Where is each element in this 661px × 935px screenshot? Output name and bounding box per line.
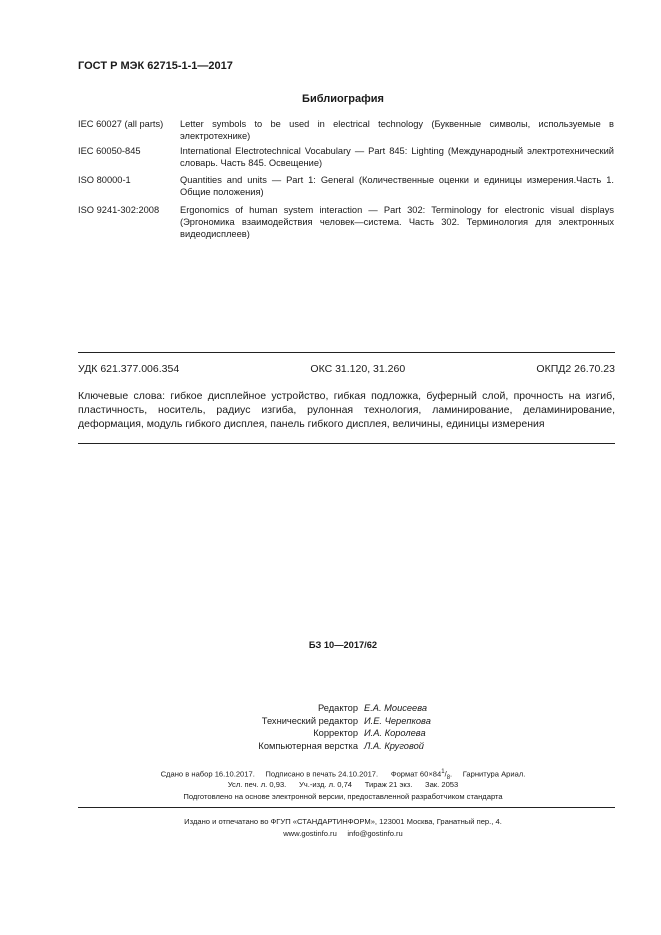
bibliography-code: IEC 60027 (all parts) xyxy=(78,119,164,129)
bibliography-code: ISO 80000-1 xyxy=(78,175,131,185)
imprint-typeset-date: Сдано в набор 16.10.2017. xyxy=(160,769,255,779)
imprint-line: Издано и отпечатано во ФГУП «СТАНДАРТИНФОРМ», 123001 Москва, Гранатный пер., 4. xyxy=(184,817,502,826)
website-link: www.gostinfo.ru xyxy=(283,829,337,838)
imprint-circulation: Тираж 21 экз. xyxy=(364,780,413,789)
staff-name: Л.А. Круговой xyxy=(364,740,424,751)
imprint-print-sheets: Усл. печ. л. 0,93. xyxy=(227,780,287,789)
staff-names xyxy=(364,702,431,752)
bibliography-text: Quantities and units — Part 1: General (Количественные оценки и единицы измерения.Часть 1. Общие положения) xyxy=(180,175,614,198)
imprint-format-sub: 8 xyxy=(446,775,451,782)
imprint-line: Подготовлено на основе электронной версии, предоставленной разработчиком стандарта xyxy=(183,792,503,801)
imprint-publish-sheets: Уч.-изд. л. 0,74 xyxy=(298,780,353,789)
document-header: ГОСТ Р МЭК 62715-1-1—2017 xyxy=(78,60,233,72)
imprint-order: Зак. 2053 xyxy=(425,780,459,789)
staff-role: Технический редактор xyxy=(261,715,358,726)
divider xyxy=(78,352,615,353)
bibliography-title: Библиография xyxy=(302,93,384,105)
classification-row xyxy=(78,363,615,375)
staff-role: Корректор xyxy=(313,728,358,738)
staff-name: И.Е. Черепкова xyxy=(364,715,431,726)
staff-role: Редактор xyxy=(317,703,358,713)
bz-number: БЗ 10—2017/62 xyxy=(308,640,378,650)
imprint-line xyxy=(0,828,661,839)
bibliography-entry xyxy=(78,204,614,241)
bibliography-entry xyxy=(78,174,614,198)
divider xyxy=(78,807,615,808)
bibliography-entry xyxy=(78,118,614,142)
imprint-font: Гарнитура Ариал. xyxy=(462,769,526,779)
staff-roles xyxy=(258,702,358,752)
bibliography-code: IEC 60050-845 xyxy=(78,146,141,156)
staff-name: Е.А. Моисеева xyxy=(364,703,428,713)
bibliography-code: ISO 9241-302:2008 xyxy=(78,205,160,215)
imprint-signed-date: Подписано в печать 24.10.2017. xyxy=(265,769,379,779)
okpd-code: ОКПД2 26.70.23 xyxy=(536,363,615,375)
bibliography-text: International Electrotechnical Vocabulary — Part 845: Lighting (Международный электротехнический словарь. Часть 845. Освещение) xyxy=(180,146,614,169)
bibliography-entry xyxy=(78,145,614,169)
imprint-format-sup: 1 xyxy=(441,769,445,775)
keywords: Ключевые слова: гибкое дисплейное устройство, гибкая подложка, буферный слой, прочность на изгиб, пластичность, носитель, радиус изгиба, рулонная технология, ламинирование, деламинирование, деформация, модуль гибкого дисплея, панель гибкого дисплея, величины, единицы измерения xyxy=(78,390,615,430)
staff-role: Компьютерная верстка xyxy=(258,740,358,751)
divider xyxy=(78,443,615,444)
imprint-format: Формат 60×84 xyxy=(390,769,442,779)
bibliography-text: Letter symbols to be used in electrical technology (Буквенные символы, используемые в электротехнике) xyxy=(180,119,614,142)
email-link: info@gostinfo.ru xyxy=(347,829,403,838)
imprint-line xyxy=(0,779,661,790)
udk-code: УДК 621.377.006.354 xyxy=(78,363,180,375)
imprint-line: Сдано в набор 16.10.2017. Подписано в печать 24.10.2017. Формат $60\times 84^1/_8$. Гарнитура Ариал. xyxy=(160,769,526,782)
staff-name: И.А. Королева xyxy=(364,728,426,738)
bibliography-text: Ergonomics of human system interaction — Part 302: Terminology for electronic visual displays (Эргономика взаимодействия человек—система. Часть 302. Терминология для электронных видеодисплеев) xyxy=(180,205,614,240)
oks-code: ОКС 31.120, 31.260 xyxy=(310,363,406,375)
